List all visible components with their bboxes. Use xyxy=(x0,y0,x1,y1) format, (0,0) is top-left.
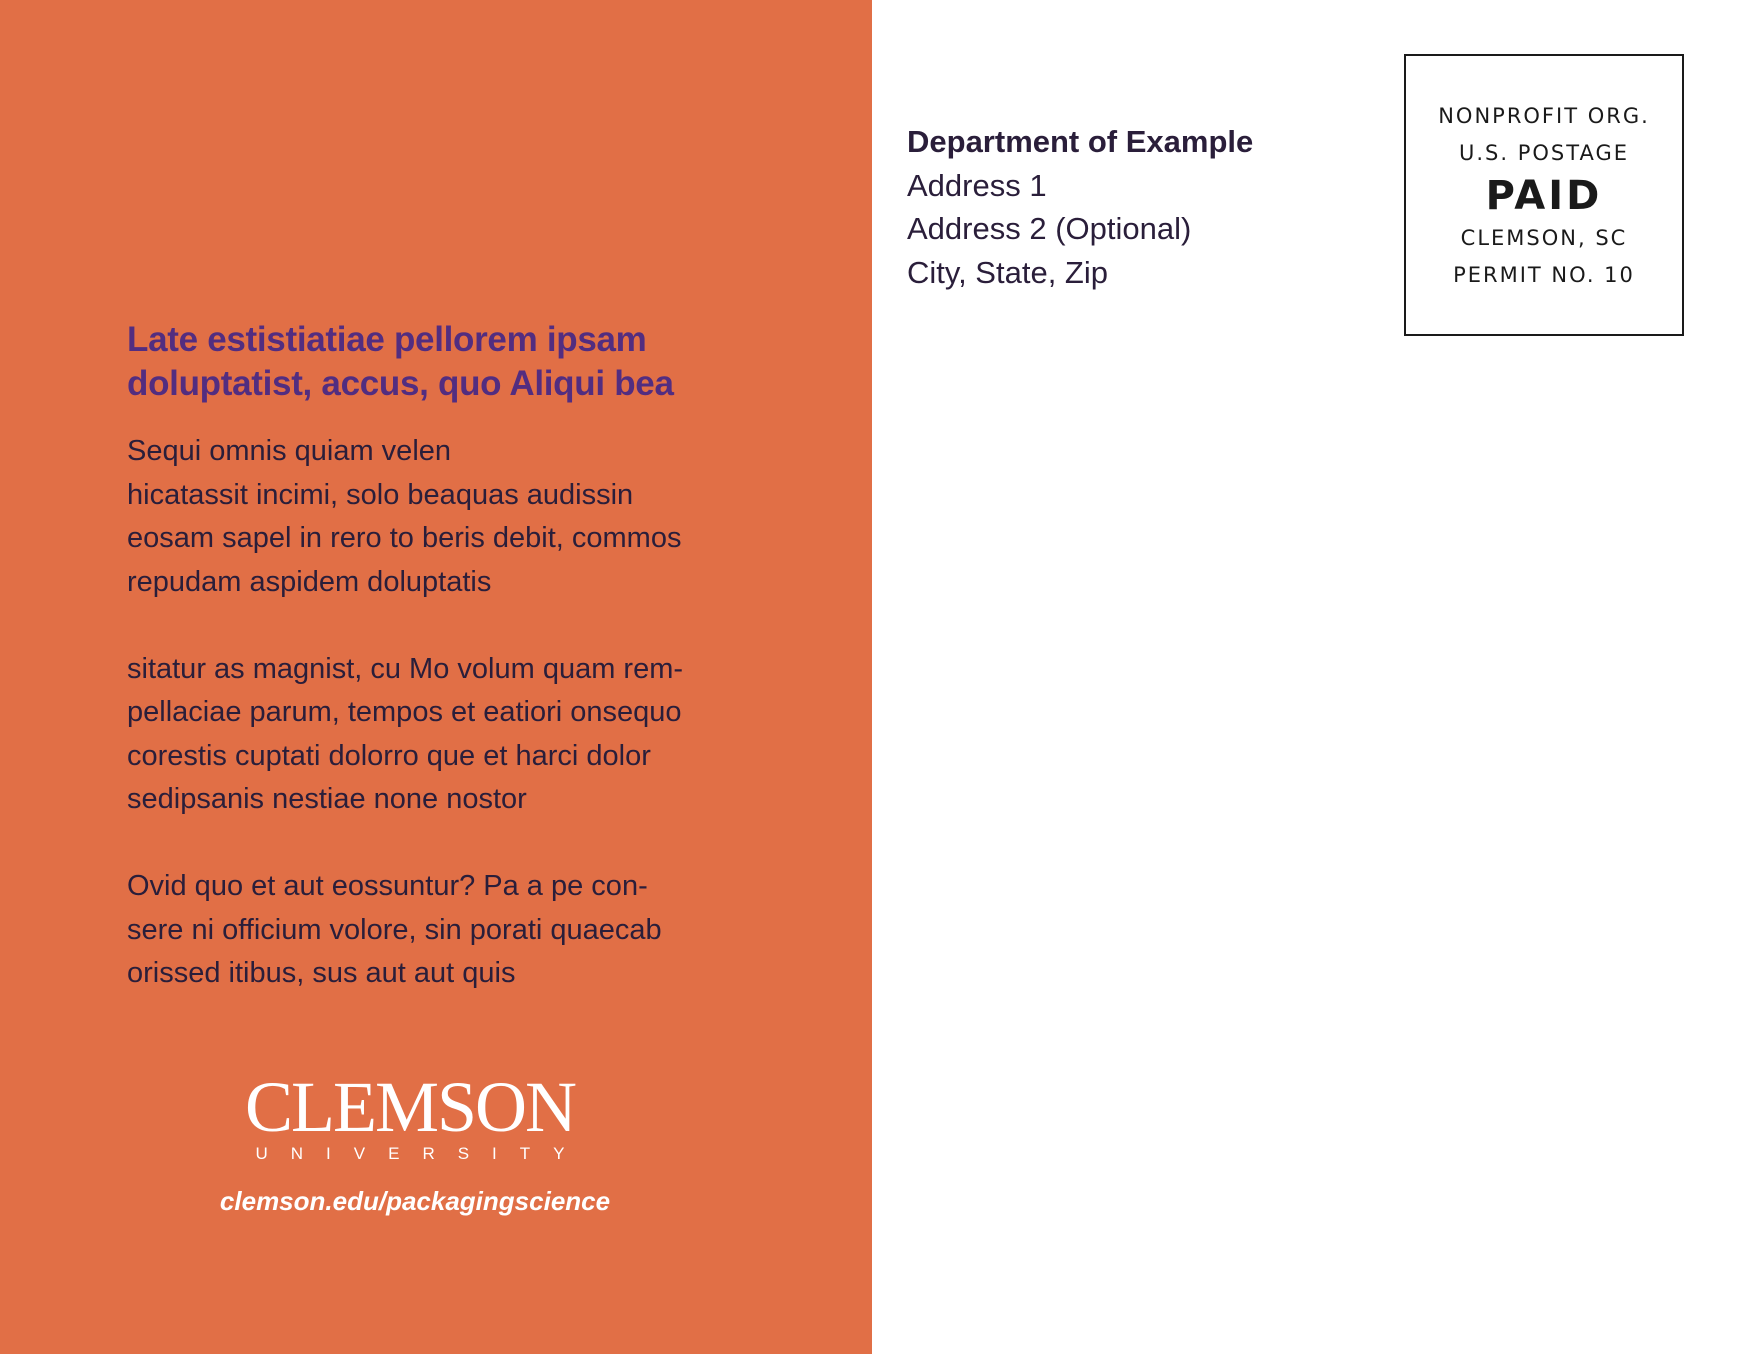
paragraph xyxy=(127,648,827,822)
headline-line: doluptatist, accus, quo Aliqui bea xyxy=(127,364,674,403)
indicia-paid: PAID xyxy=(1485,173,1603,219)
headline xyxy=(127,318,827,406)
text-line: corestis cuptati dolorro que et harci dolor xyxy=(127,739,651,772)
indicia-postage: U.S. POSTAGE xyxy=(1459,141,1629,165)
text-line: pellaciae parum, tempos et eatiori onsequo xyxy=(127,696,682,728)
body-copy xyxy=(127,430,827,1039)
text-line: repudam aspidem doluptatis xyxy=(127,565,492,598)
text-line: sere ni officium volore, sin porati quaecab xyxy=(127,913,662,946)
indicia-permit: PERMIT NO. 10 xyxy=(1453,263,1635,287)
indicia-location: CLEMSON, SC xyxy=(1460,226,1628,250)
text-line: Ovid quo et aut eossuntur? Pa a pe con- xyxy=(127,870,648,902)
paragraph xyxy=(127,865,827,996)
indicia-org: NONPROFIT ORG. xyxy=(1438,104,1650,128)
clemson-logo xyxy=(234,1067,588,1164)
logo-wordmark: CLEMSON xyxy=(244,1067,576,1147)
text-line: hicatassit incimi, solo beaquas audissin xyxy=(127,478,634,511)
postage-indicia xyxy=(1404,54,1684,336)
text-line: eosam sapel in rero to beris debit, commos xyxy=(127,522,682,554)
website-url: clemson.edu/packagingscience xyxy=(219,1186,611,1216)
text-line: sitatur as magnist, cu Mo volum quam rem- xyxy=(127,652,684,685)
text-line: orissed itibus, sus aut aut quis xyxy=(127,957,516,989)
logo-subtitle: UNIVERSITY xyxy=(255,1144,588,1163)
city-state-zip: City, State, Zip xyxy=(907,254,1108,290)
paragraph xyxy=(127,430,827,604)
text-line: Sequi omnis quiam velen xyxy=(127,435,452,467)
address-line-2: Address 2 (Optional) xyxy=(907,211,1192,246)
text-line: sedipsanis nestiae none nostor xyxy=(127,783,527,815)
headline-line: Late estistiatiae pellorem ipsam xyxy=(127,320,647,359)
address-line-1: Address 1 xyxy=(907,167,1047,203)
return-address xyxy=(907,120,1253,294)
department-name: Department of Example xyxy=(907,124,1254,159)
